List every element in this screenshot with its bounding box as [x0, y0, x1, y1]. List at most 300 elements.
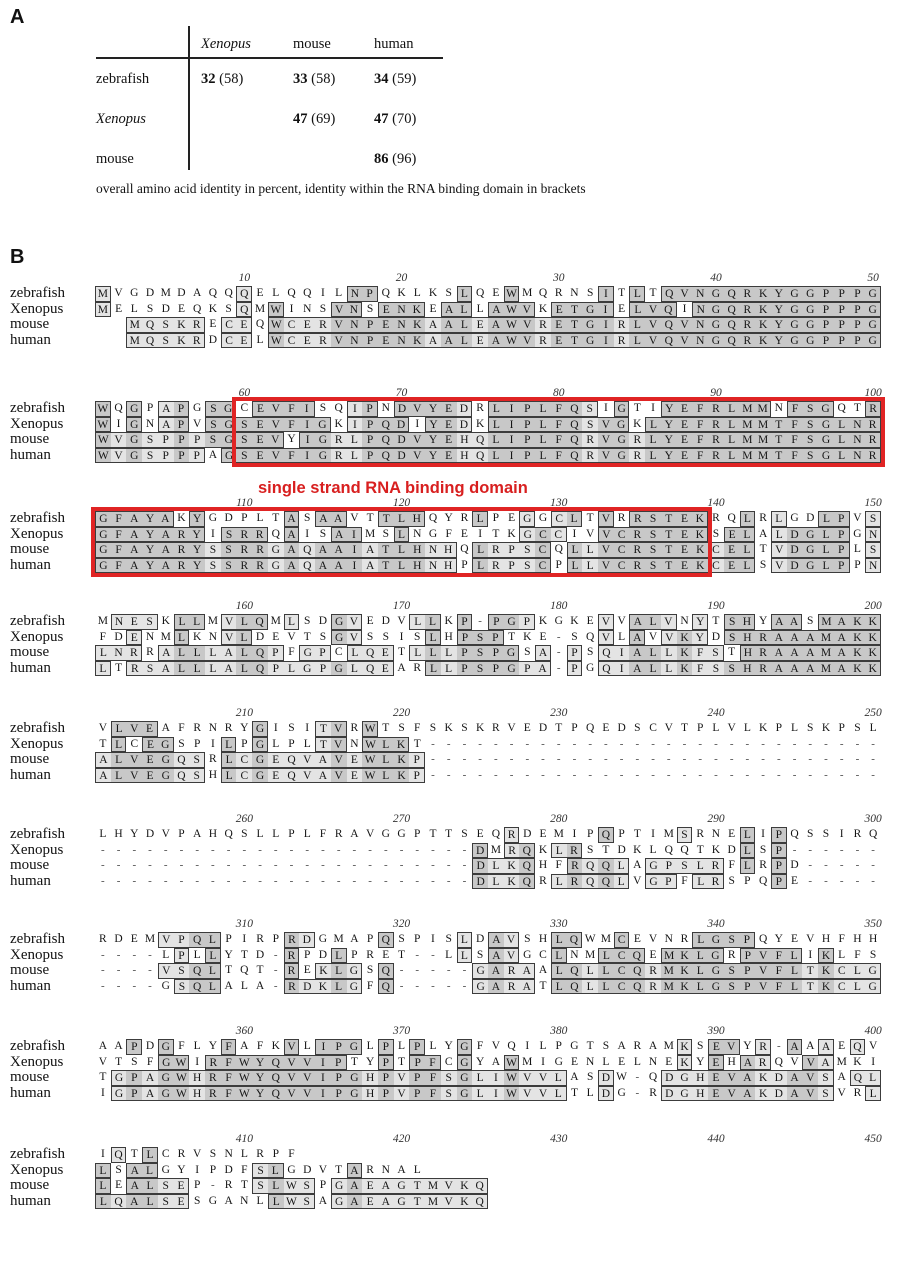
residue-cell: -	[446, 768, 451, 781]
residue-cell: Q	[868, 828, 878, 840]
residue-cell: E	[115, 302, 123, 315]
residue-cell: C	[535, 558, 551, 574]
residue-cell: -	[132, 859, 137, 872]
residue-cell: F	[241, 1163, 248, 1176]
species-label: mouse	[10, 644, 50, 661]
residue-cell: L	[488, 417, 504, 433]
residue-cell: M	[333, 933, 344, 945]
residue-cell: S	[221, 542, 237, 558]
residue-cell: E	[472, 317, 488, 333]
residue-cell: I	[504, 401, 520, 417]
residue-cell: I	[100, 1148, 105, 1160]
residue-cell: C	[614, 527, 630, 543]
residue-cell: P	[834, 317, 850, 333]
residue-cell: G	[111, 1070, 127, 1086]
residue-cell: -	[226, 843, 231, 856]
ruler-position-number: 210	[235, 707, 253, 719]
residue-cell: I	[347, 558, 363, 574]
residue-cell: E	[429, 302, 437, 315]
residue-cell: T	[586, 1040, 594, 1052]
residue-cell: V	[535, 1086, 551, 1102]
residue-cell: R	[174, 558, 190, 574]
residue-cell: G	[208, 512, 218, 524]
residue-cell: Q	[519, 843, 535, 859]
residue-cell: Y	[771, 317, 787, 333]
residue-cell: -	[462, 964, 467, 977]
residue-cell: -	[776, 1040, 781, 1052]
residue-cell: G	[802, 558, 818, 574]
residue-cell: A	[818, 1039, 834, 1055]
residue-cell: A	[834, 630, 850, 646]
residue-cell: -	[572, 737, 577, 750]
residue-cell: Q	[598, 661, 614, 677]
residue-cell: S	[708, 645, 724, 661]
residue-cell: G	[428, 527, 438, 540]
residue-cell: A	[629, 614, 645, 630]
residue-cell: I	[273, 722, 278, 734]
table-col-header-human: human	[374, 36, 414, 52]
residue-cell: -	[116, 859, 121, 872]
residue-cell: H	[821, 933, 831, 945]
residue-cell: T	[225, 964, 233, 977]
residue-cell: S	[299, 1178, 315, 1194]
residue-cell: E	[791, 874, 799, 887]
residue-cell: A	[519, 979, 535, 995]
residue-cell: -	[494, 768, 498, 781]
residue-cell: E	[362, 1178, 378, 1194]
residue-cell: E	[460, 527, 468, 540]
residue-cell: Y	[692, 630, 708, 646]
residue-cell: P	[241, 512, 248, 524]
residue-cell: N	[224, 1148, 233, 1160]
identity-domain-value: (58)	[311, 71, 336, 87]
residue-cell: T	[315, 737, 331, 753]
residue-cell: G	[126, 401, 142, 417]
residue-cell: L	[853, 543, 861, 556]
residue-cell: L	[236, 614, 252, 630]
residue-cell: N	[303, 302, 312, 315]
residue-cell: S	[366, 964, 374, 977]
residue-cell: L	[551, 874, 567, 890]
residue-cell: C	[834, 979, 850, 995]
residue-cell: V	[331, 317, 347, 333]
residue-cell: G	[331, 1178, 347, 1194]
ruler-position-number: 390	[707, 1025, 725, 1037]
residue-cell: H	[868, 933, 878, 945]
residue-cell: S	[193, 1194, 201, 1207]
residue-cell: P	[850, 333, 866, 349]
residue-cell: L	[614, 874, 630, 890]
residue-cell: H	[740, 630, 756, 646]
residue-cell: R	[236, 542, 252, 558]
residue-cell: C	[334, 646, 343, 659]
residue-cell: P	[488, 630, 504, 646]
residue-cell: K	[865, 630, 881, 646]
residue-cell: Q	[758, 933, 768, 945]
residue-cell: -	[792, 768, 797, 781]
residue-cell: Y	[774, 933, 783, 945]
residue-cell: S	[288, 722, 295, 734]
residue-cell: -	[431, 874, 435, 887]
residue-cell: -	[619, 768, 624, 781]
residue-cell: G	[457, 1055, 473, 1071]
residue-cell: Q	[664, 843, 673, 856]
residue-cell: Y	[771, 333, 787, 349]
residue-cell: L	[850, 963, 866, 979]
residue-cell: L	[457, 302, 473, 318]
residue-cell: K	[692, 542, 708, 558]
residue-cell: -	[321, 874, 325, 887]
residue-cell: L	[661, 645, 677, 661]
residue-cell: P	[409, 1070, 425, 1086]
residue-cell: R	[331, 432, 347, 448]
residue-cell: G	[708, 932, 724, 948]
residue-cell: -	[729, 753, 734, 766]
ruler-position-number: 440	[707, 1133, 725, 1145]
residue-cell: S	[304, 512, 311, 524]
residue-cell: Q	[850, 1070, 866, 1086]
residue-cell: Q	[142, 333, 158, 349]
residue-cell: -	[698, 753, 703, 766]
residue-cell: L	[347, 432, 363, 448]
residue-cell: Q	[268, 1055, 284, 1071]
residue-cell: D	[208, 333, 218, 346]
residue-cell: -	[666, 768, 671, 781]
residue-cell: R	[236, 527, 252, 543]
residue-cell: R	[708, 432, 724, 448]
residue-cell: -	[808, 768, 813, 781]
residue-cell: -	[431, 859, 435, 872]
residue-cell: A	[617, 1040, 626, 1052]
residue-cell: N	[586, 1055, 595, 1068]
residue-cell: I	[614, 661, 630, 677]
residue-cell: -	[195, 859, 199, 872]
residue-cell: V	[727, 722, 736, 734]
residue-cell: Y	[771, 302, 787, 318]
residue-cell: -	[494, 753, 498, 766]
residue-cell: -	[383, 843, 388, 856]
residue-cell: Q	[491, 828, 501, 840]
residue-cell: Y	[240, 722, 249, 734]
residue-cell: A	[538, 964, 548, 977]
ruler-position-number: 350	[864, 918, 882, 930]
residue-cell: K	[850, 630, 866, 646]
residue-cell: V	[598, 558, 614, 574]
residue-cell: -	[824, 859, 828, 872]
residue-cell: I	[871, 1055, 876, 1068]
residue-cell: V	[724, 1086, 740, 1102]
residue-cell: L	[740, 827, 756, 843]
residue-cell: P	[362, 401, 378, 417]
residue-cell: R	[708, 417, 724, 433]
residue-cell: S	[366, 630, 374, 643]
residue-cell: V	[519, 1070, 535, 1086]
residue-cell: K	[865, 661, 881, 677]
residue-cell: P	[519, 614, 535, 630]
residue-cell: V	[331, 333, 347, 349]
residue-cell: W	[174, 1055, 190, 1071]
residue-cell: E	[142, 721, 158, 737]
residue-cell: V	[837, 1086, 846, 1099]
residue-cell: I	[299, 448, 315, 464]
residue-cell: P	[409, 768, 425, 784]
species-label: zebrafish	[10, 510, 65, 526]
residue-cell: A	[397, 1163, 406, 1176]
residue-cell: V	[126, 768, 142, 784]
residue-cell: P	[771, 843, 787, 859]
residue-cell: A	[193, 828, 202, 840]
residue-cell: H	[692, 1070, 708, 1086]
residue-cell: V	[598, 511, 614, 527]
residue-cell: -	[761, 753, 765, 766]
residue-cell: L	[425, 630, 441, 646]
residue-cell: G	[582, 317, 598, 333]
residue-cell: L	[174, 661, 190, 677]
residue-cell: L	[272, 737, 280, 750]
residue-cell: D	[394, 417, 410, 433]
residue-cell: A	[318, 1194, 328, 1207]
species-label: human	[10, 766, 51, 783]
residue-cell: T	[350, 1055, 358, 1068]
residue-cell: L	[598, 948, 614, 964]
residue-cell: V	[771, 558, 787, 574]
residue-cell: L	[791, 722, 799, 734]
residue-cell: -	[541, 737, 545, 750]
residue-cell: S	[724, 614, 740, 630]
residue-cell: -	[761, 768, 765, 781]
residue-cell: S	[205, 417, 221, 433]
residue-cell: P	[378, 1055, 394, 1071]
residue-cell: L	[409, 645, 425, 661]
residue-cell: E	[236, 317, 252, 333]
residue-cell: Q	[236, 286, 252, 302]
residue-cell: R	[567, 874, 583, 890]
residue-cell: S	[634, 722, 641, 734]
residue-cell: K	[538, 615, 548, 627]
residue-cell: N	[680, 615, 689, 627]
residue-cell: H	[114, 828, 123, 840]
residue-cell: L	[142, 1147, 158, 1163]
residue-cell: Y	[252, 1070, 268, 1086]
residue-cell: G	[95, 527, 111, 543]
residue-cell: -	[383, 859, 388, 872]
residue-cell: G	[677, 1086, 693, 1102]
residue-cell: A	[126, 1194, 142, 1210]
residue-cell: V	[491, 1040, 501, 1052]
residue-cell: A	[488, 333, 504, 349]
residue-cell: L	[472, 511, 488, 527]
residue-cell: E	[378, 302, 394, 318]
residue-cell: A	[787, 645, 803, 661]
residue-cell: F	[551, 417, 567, 433]
residue-cell: R	[649, 1086, 657, 1099]
residue-cell: S	[802, 448, 818, 464]
residue-cell: -	[776, 768, 781, 781]
residue-cell: R	[727, 948, 736, 961]
residue-cell: -	[855, 753, 860, 766]
residue-cell: L	[378, 768, 394, 784]
residue-cell: C	[130, 737, 139, 750]
residue-cell: -	[368, 874, 372, 887]
residue-cell: L	[394, 511, 410, 527]
residue-cell: S	[645, 542, 661, 558]
residue-cell: F	[787, 448, 803, 464]
residue-cell: Q	[661, 302, 677, 318]
residue-cell: R	[224, 722, 233, 734]
residue-cell: D	[381, 615, 390, 627]
species-label: mouse	[10, 541, 50, 558]
residue-cell: -	[541, 768, 545, 781]
residue-cell: K	[755, 1070, 771, 1086]
residue-cell: L	[394, 542, 410, 558]
residue-cell: D	[475, 933, 485, 945]
residue-cell: L	[740, 558, 756, 574]
table-vertical-rule	[188, 26, 190, 170]
residue-cell: F	[771, 948, 787, 964]
residue-cell: L	[189, 614, 205, 630]
residue-cell: T	[649, 287, 657, 299]
residue-cell: Y	[189, 542, 205, 558]
residue-cell: G	[708, 286, 724, 302]
residue-cell: K	[711, 843, 721, 856]
residue-cell: -	[635, 768, 640, 781]
residue-cell: -	[698, 737, 703, 750]
residue-cell: V	[519, 302, 535, 318]
residue-cell: -	[808, 874, 813, 887]
residue-cell: L	[472, 542, 488, 558]
residue-cell: H	[853, 933, 862, 945]
residue-cell: A	[787, 614, 803, 630]
residue-cell: G	[221, 432, 237, 448]
residue-cell: G	[504, 661, 520, 677]
residue-cell: G	[252, 737, 268, 753]
residue-cell: Q	[554, 543, 563, 556]
residue-cell: L	[95, 1178, 111, 1194]
residue-cell: A	[95, 768, 111, 784]
residue-cell: -	[289, 843, 294, 856]
residue-cell: Y	[365, 1055, 375, 1068]
residue-cell: A	[331, 511, 347, 527]
residue-cell: S	[724, 661, 740, 677]
residue-cell: Q	[378, 979, 394, 995]
residue-cell: -	[336, 843, 341, 856]
residue-cell: L	[692, 963, 708, 979]
residue-cell: G	[193, 402, 202, 414]
residue-cell: -	[273, 948, 278, 961]
residue-cell: -	[588, 737, 592, 750]
residue-cell: M	[522, 1055, 533, 1068]
residue-cell: D	[771, 1070, 787, 1086]
residue-cell: L	[95, 1163, 111, 1179]
residue-cell: -	[651, 737, 655, 750]
residue-cell: R	[256, 933, 264, 945]
table-row-label: mouse	[96, 151, 134, 167]
table-row-label: Xenopus	[96, 111, 146, 127]
residue-cell: K	[538, 302, 548, 315]
residue-cell: K	[758, 722, 768, 734]
residue-cell: A	[208, 448, 218, 461]
residue-cell: P	[834, 302, 850, 318]
residue-cell: L	[787, 979, 803, 995]
residue-cell: A	[224, 979, 233, 992]
table-value-cell	[201, 71, 243, 88]
residue-cell: E	[602, 722, 610, 734]
residue-cell: G	[802, 317, 818, 333]
residue-cell: Q	[774, 1055, 783, 1068]
residue-cell: G	[582, 333, 598, 349]
residue-cell: P	[288, 737, 295, 750]
residue-cell: -	[242, 874, 247, 887]
residue-cell: K	[315, 963, 331, 979]
residue-cell: P	[126, 1086, 142, 1102]
residue-cell: L	[472, 558, 488, 574]
residue-cell: L	[692, 979, 708, 995]
residue-cell: V	[755, 963, 771, 979]
residue-cell: A	[787, 630, 803, 646]
residue-cell: N	[850, 417, 866, 433]
residue-cell: S	[802, 417, 818, 433]
residue-cell: P	[378, 1086, 394, 1102]
residue-cell: Q	[268, 1070, 284, 1086]
residue-cell: Y	[142, 558, 158, 574]
residue-cell: P	[319, 1179, 327, 1192]
residue-cell: I	[504, 417, 520, 433]
residue-cell: L	[441, 645, 457, 661]
species-label: Xenopus	[10, 841, 64, 858]
residue-cell: Q	[648, 1071, 658, 1084]
residue-cell: V	[347, 630, 363, 646]
residue-cell: R	[696, 828, 705, 840]
residue-cell: -	[226, 859, 231, 872]
residue-cell: Y	[189, 527, 205, 543]
residue-cell: E	[586, 615, 594, 627]
residue-cell: V	[661, 630, 677, 646]
residue-cell: N	[413, 527, 422, 540]
residue-cell: A	[98, 1040, 108, 1052]
residue-cell: H	[362, 1070, 378, 1086]
residue-cell: W	[504, 1055, 520, 1071]
residue-cell: H	[409, 511, 425, 527]
residue-cell: I	[299, 417, 315, 433]
residue-cell: D	[145, 828, 155, 840]
residue-cell: R	[755, 1055, 771, 1071]
residue-cell: Q	[567, 432, 583, 448]
residue-cell: G	[554, 615, 563, 627]
residue-cell: A	[425, 317, 441, 333]
residue-cell: P	[351, 948, 358, 961]
residue-cell: L	[111, 721, 127, 737]
residue-cell: A	[347, 1178, 363, 1194]
residue-cell: S	[205, 432, 221, 448]
residue-cell: L	[598, 963, 614, 979]
table-col-header-mouse: mouse	[293, 36, 331, 52]
residue-cell: S	[445, 933, 452, 945]
residue-cell: -	[494, 737, 498, 750]
residue-cell: I	[315, 1086, 331, 1102]
residue-cell: A	[126, 542, 142, 558]
residue-cell: G	[126, 417, 142, 433]
residue-cell: L	[818, 542, 834, 558]
residue-cell: S	[252, 1178, 268, 1194]
residue-cell: H	[538, 933, 548, 945]
residue-cell: M	[755, 448, 771, 464]
residue-cell: -	[446, 843, 451, 856]
residue-cell: L	[618, 630, 626, 643]
residue-cell: S	[158, 1178, 174, 1194]
residue-cell: V	[284, 1055, 300, 1071]
species-label: Xenopus	[10, 628, 64, 645]
residue-cell: L	[331, 979, 347, 995]
